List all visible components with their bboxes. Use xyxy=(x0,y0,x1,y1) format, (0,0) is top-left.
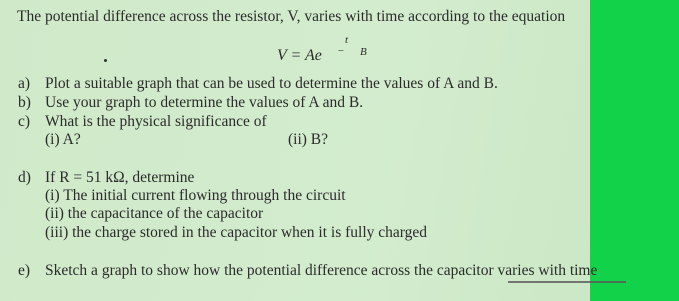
part-d-label: d) xyxy=(18,169,31,186)
part-e-label: e) xyxy=(18,262,31,279)
part-b-text: Use your graph to determine the values of A and B. xyxy=(45,94,364,111)
part-d-sub-iii: (iii) the charge stored in the capacitor when it is fully charged xyxy=(45,224,428,241)
part-d-sub-i: (i) The initial current flowing through the circuit xyxy=(45,187,346,204)
part-d-sub-ii: (ii) the capacitance of the capacitor xyxy=(45,205,264,222)
stray-dot xyxy=(104,59,107,62)
part-e-text: Sketch a graph to show how the potential difference across the capacitor varies with time xyxy=(45,262,598,279)
part-c-label: c) xyxy=(18,113,31,130)
part-a-label: a) xyxy=(18,75,31,92)
equation-exponent-numerator: t xyxy=(345,34,349,46)
green-highlight-strip xyxy=(590,0,679,301)
part-c-sub-ii: (ii) B? xyxy=(288,131,329,148)
equation-lhs: V = Ae xyxy=(277,47,322,64)
part-c-sub-i: (i) A? xyxy=(45,131,81,148)
part-d-text: If R = 51 kΩ, determine xyxy=(45,169,195,186)
part-a-text: Plot a suitable graph that can be used to determine the values of A and B. xyxy=(45,75,498,92)
intro-text: The potential difference across the resistor, V, varies with time according to the equation xyxy=(17,8,566,25)
equation-exponent-sign: − xyxy=(337,45,345,57)
pen-underline xyxy=(508,281,626,283)
equation-exponent-denominator: B xyxy=(360,46,367,58)
part-b-label: b) xyxy=(18,94,31,111)
part-c-text: What is the physical significance of xyxy=(45,113,267,130)
